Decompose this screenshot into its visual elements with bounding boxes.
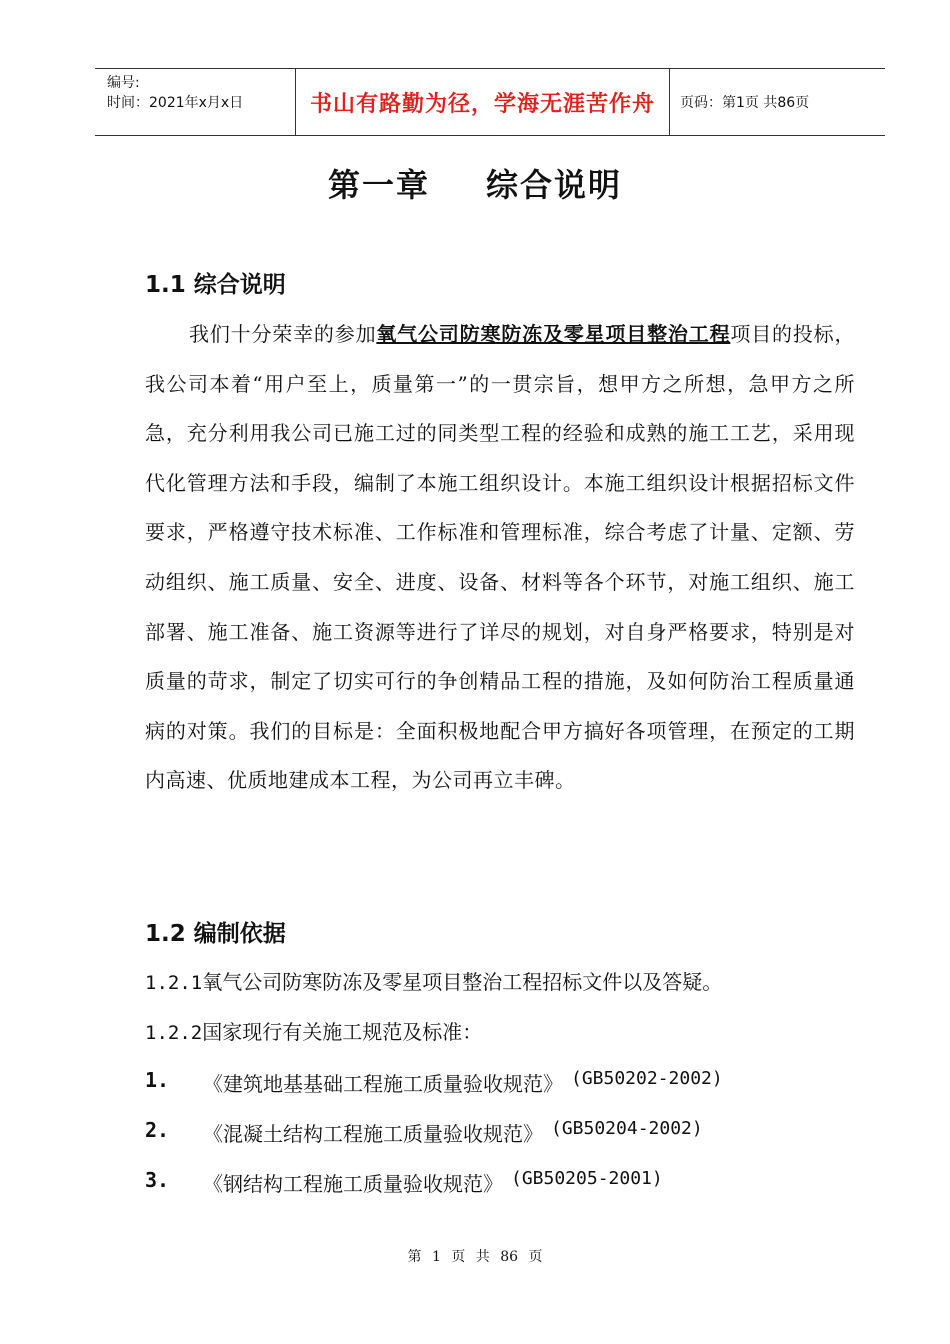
overview-paragraph xyxy=(145,310,855,806)
para-intro: 我们十分荣幸的参加 xyxy=(189,322,377,346)
basis-line-1-number: 1.2.1 xyxy=(145,972,203,994)
number-label: 编号: xyxy=(107,75,140,91)
basis-line-1-text: 氧气公司防寒防冻及零星项目整治工程招标文件以及答疑。 xyxy=(202,970,723,994)
standard-item xyxy=(145,1118,703,1147)
basis-line-2 xyxy=(145,1016,482,1045)
chapter-name: 综合说明 xyxy=(486,166,623,204)
standard-item xyxy=(145,1168,663,1197)
chapter-title xyxy=(0,160,950,206)
section-heading-1-2: 1.2 编制依据 xyxy=(145,921,286,947)
header-motto: 书山有路勤为径，学海无涯苦作舟 xyxy=(296,69,670,135)
standard-number: 3. xyxy=(145,1168,170,1192)
standard-number: 1. xyxy=(145,1068,170,1092)
section-heading-1-1: 1.1 综合说明 xyxy=(145,272,286,298)
standard-name: 《钢结构工程施工质量验收规范》 xyxy=(203,1172,503,1196)
standard-code: (GB50205-2001) xyxy=(511,1168,663,1189)
standard-item xyxy=(145,1068,723,1097)
standard-name: 《建筑地基基础工程施工质量验收规范》 xyxy=(203,1072,563,1096)
project-name: 氧气公司防寒防冻及零星项目整治工程 xyxy=(376,322,731,346)
standard-code: (GB50202-2002) xyxy=(571,1068,723,1089)
basis-line-1 xyxy=(145,966,722,995)
page-header xyxy=(95,68,885,136)
time-label: 时间：2021年x月x日 xyxy=(107,95,244,111)
para-body: 项目的投标，我公司本着“用户至上，质量第一”的一贯宗旨，想甲方之所想，急甲方之所急，充分利用我公司已施工过的同类型工程的经验和成熟的施工工艺，采用现代化管理方法和手段，编制了本施工组织设计。本施工组织设计根据招标文件要求，严格遵守技术标准、工作标准和管理标准，综合考虑了计量、定额、劳动组织、施工质量、安全、进度、设备、材料等各个环节，对施工组织、施工部署、施工准备、施工资源等进行了详尽的规划，对自身严格要求，特别是对质量的苛求，制定了切实可行的争创精品工程的措施，及如何防治工程质量通病的对策。我们的目标是：全面积极地配合甲方搞好各项管理，在预定的工期内高速、优质地建成本工程，为公司再立丰碑。 xyxy=(145,322,856,793)
header-meta xyxy=(95,69,296,135)
basis-line-2-text: 国家现行有关施工规范及标准： xyxy=(202,1020,483,1044)
chapter-number: 第一章 xyxy=(327,166,430,204)
header-page-label: 页码：第1页 共86页 xyxy=(680,95,810,111)
standard-name: 《混凝土结构工程施工质量验收规范》 xyxy=(203,1122,543,1146)
standard-number: 2. xyxy=(145,1118,170,1142)
basis-line-2-number: 1.2.2 xyxy=(145,1022,203,1044)
standard-code: (GB50204-2002) xyxy=(551,1118,703,1139)
page-footer: 第 1 页 共 86 页 xyxy=(407,1249,543,1265)
